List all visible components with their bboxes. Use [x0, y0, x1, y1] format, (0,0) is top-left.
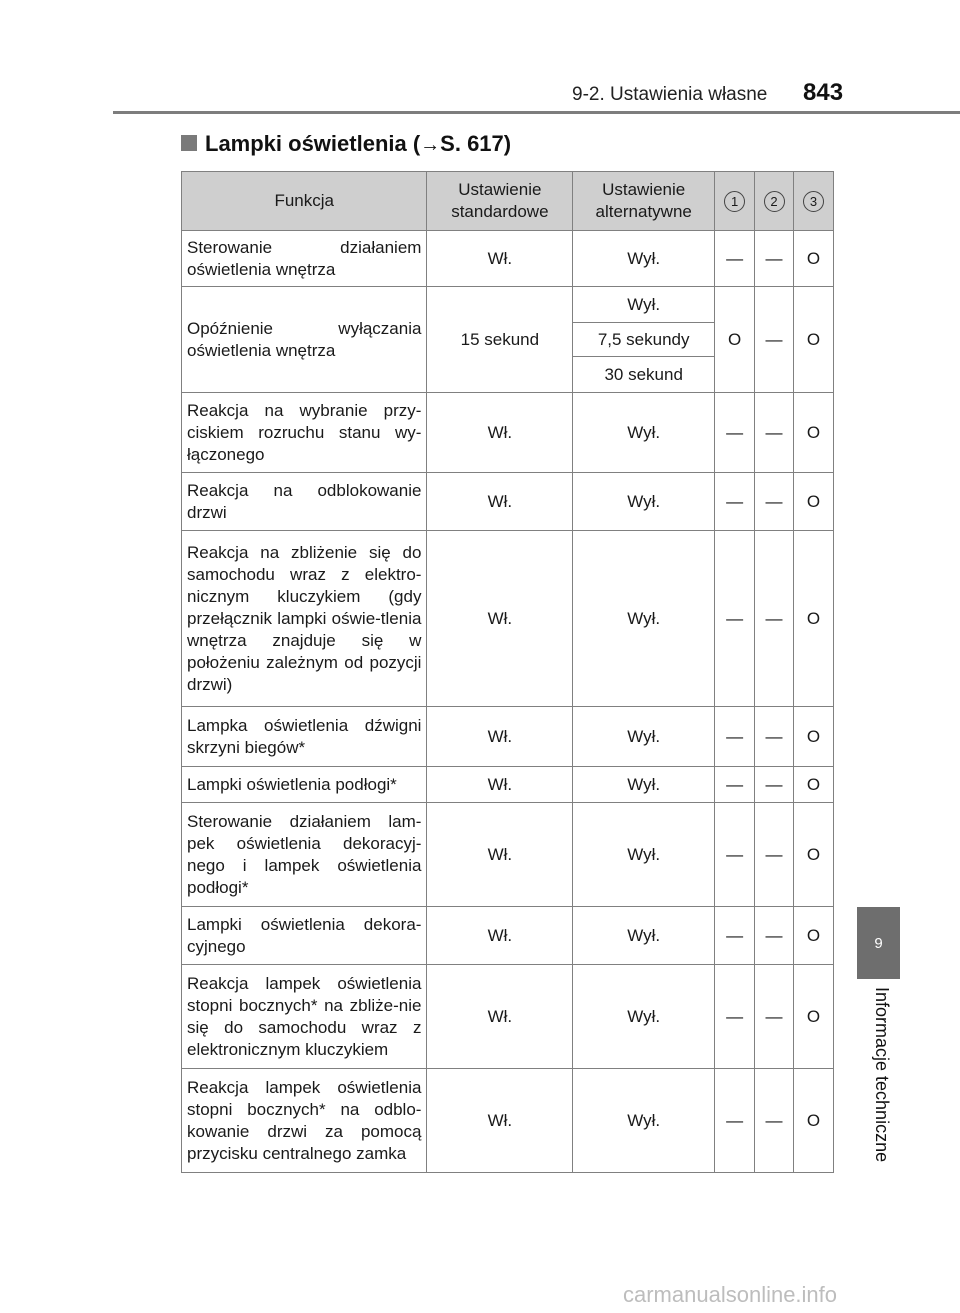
alternative-cell: Wył.	[573, 231, 715, 287]
method-1-cell: —	[715, 707, 755, 767]
circled-number-icon: 1	[724, 191, 745, 212]
default-cell: Wł.	[427, 907, 573, 965]
default-cell: Wł.	[427, 473, 573, 531]
function-cell: Reakcja lampek oświetlenia stopni bocznych* na zbliże-nie się do samochodu wraz z elektronicznym kluczykiem	[182, 965, 427, 1069]
alternative-cell: Wył.	[573, 767, 715, 803]
table-row	[182, 287, 834, 323]
method-3-cell: O	[794, 1069, 834, 1173]
chapter-tab	[857, 907, 900, 979]
method-2-cell: —	[755, 473, 794, 531]
column-header-function: Funkcja	[182, 172, 427, 231]
column-header-method-3	[794, 172, 834, 231]
header-divider	[113, 111, 960, 114]
default-cell: Wł.	[427, 231, 573, 287]
function-cell: Lampka oświetlenia dźwigni skrzyni biegów*	[182, 707, 427, 767]
method-3-cell: O	[794, 965, 834, 1069]
default-cell: Wł.	[427, 707, 573, 767]
section-title-ref: S. 617)	[440, 131, 512, 156]
table-row	[182, 965, 834, 1069]
default-cell: 15 sekund	[427, 287, 573, 393]
function-cell: Reakcja na wybranie przy-ciskiem rozruchu stanu wy-łączonego	[182, 393, 427, 473]
function-cell: Reakcja na odblokowanie drzwi	[182, 473, 427, 531]
column-header-alternative: Ustawienie alternatywne	[573, 172, 715, 231]
column-header-method-2	[755, 172, 794, 231]
table-row	[182, 803, 834, 907]
method-1-cell: —	[715, 907, 755, 965]
table-row	[182, 707, 834, 767]
default-cell: Wł.	[427, 767, 573, 803]
method-2-cell: —	[755, 803, 794, 907]
method-3-cell: O	[794, 707, 834, 767]
table-row	[182, 767, 834, 803]
default-cell: Wł.	[427, 1069, 573, 1173]
square-bullet-icon	[181, 135, 197, 151]
alternative-cell: Wył.	[573, 907, 715, 965]
function-cell: Opóźnienie wyłączania oświetlenia wnętrza	[182, 287, 427, 393]
method-1-cell: —	[715, 473, 755, 531]
method-2-cell: —	[755, 707, 794, 767]
method-2-cell: —	[755, 393, 794, 473]
default-cell: Wł.	[427, 965, 573, 1069]
alternative-cell: Wył.	[573, 393, 715, 473]
method-3-cell: O	[794, 393, 834, 473]
method-1-cell: —	[715, 1069, 755, 1173]
alternative-cell: Wył.	[573, 965, 715, 1069]
circled-number-icon: 3	[803, 191, 824, 212]
chapter-label: Informacje techniczne	[872, 987, 892, 1163]
method-3-cell: O	[794, 767, 834, 803]
method-2-cell: —	[755, 287, 794, 393]
alternative-cell: 30 sekund	[573, 357, 715, 393]
section-title	[181, 131, 511, 157]
circled-number-icon: 2	[764, 191, 785, 212]
alternative-cell: Wył.	[573, 707, 715, 767]
running-header-section: 9-2. Ustawienia własne	[572, 84, 768, 105]
method-1-cell: —	[715, 531, 755, 707]
method-1-cell: —	[715, 803, 755, 907]
method-2-cell: —	[755, 907, 794, 965]
method-3-cell: O	[794, 907, 834, 965]
alternative-cell: 7,5 sekundy	[573, 323, 715, 357]
method-3-cell: O	[794, 231, 834, 287]
function-cell: Lampki oświetlenia podłogi*	[182, 767, 427, 803]
settings-table	[181, 171, 834, 1173]
method-2-cell: —	[755, 965, 794, 1069]
method-2-cell: —	[755, 767, 794, 803]
table-row	[182, 1069, 834, 1173]
page-number: 843	[803, 79, 844, 106]
default-cell: Wł.	[427, 393, 573, 473]
method-3-cell: O	[794, 803, 834, 907]
section-title-text: Lampki oświetlenia (	[205, 131, 421, 156]
function-cell: Sterowanie działaniem lam-pek oświetlenia dekoracyj-nego i lampek oświetlenia podłogi*	[182, 803, 427, 907]
method-1-cell: —	[715, 231, 755, 287]
table-header-row	[182, 172, 834, 231]
alternative-cell: Wył.	[573, 803, 715, 907]
table-row	[182, 473, 834, 531]
alternative-cell: Wył.	[573, 1069, 715, 1173]
method-2-cell: —	[755, 231, 794, 287]
column-header-default: Ustawienie standardowe	[427, 172, 573, 231]
function-cell: Reakcja lampek oświetlenia stopni bocznych* na odblo-kowanie drzwi za pomocą przycisku centralnego zamka	[182, 1069, 427, 1173]
column-header-method-1	[715, 172, 755, 231]
function-cell: Reakcja na zbliżenie się do samochodu wraz z elektro-nicznym kluczykiem (gdy przełącznik lampki oświe-tlenia wnętrza znajduje się w położeniu zależnym od pozycji drzwi)	[182, 531, 427, 707]
table-row	[182, 907, 834, 965]
table-row	[182, 231, 834, 287]
alternative-cell: Wył.	[573, 473, 715, 531]
function-cell: Lampki oświetlenia dekora-cyjnego	[182, 907, 427, 965]
table-row	[182, 531, 834, 707]
method-1-cell: O	[715, 287, 755, 393]
arrow-right-icon: →	[420, 134, 441, 156]
alternative-cell: Wył.	[573, 287, 715, 323]
alternative-cell: Wył.	[573, 531, 715, 707]
method-3-cell: O	[794, 287, 834, 393]
default-cell: Wł.	[427, 803, 573, 907]
method-3-cell: O	[794, 473, 834, 531]
method-2-cell: —	[755, 1069, 794, 1173]
chapter-number: 9	[874, 934, 883, 952]
table-row	[182, 393, 834, 473]
function-cell: Sterowanie działaniem oświetlenia wnętrza	[182, 231, 427, 287]
method-1-cell: —	[715, 767, 755, 803]
method-1-cell: —	[715, 393, 755, 473]
watermark: carmanualsonline.info	[623, 1282, 838, 1307]
method-3-cell: O	[794, 531, 834, 707]
method-1-cell: —	[715, 965, 755, 1069]
default-cell: Wł.	[427, 531, 573, 707]
method-2-cell: —	[755, 531, 794, 707]
